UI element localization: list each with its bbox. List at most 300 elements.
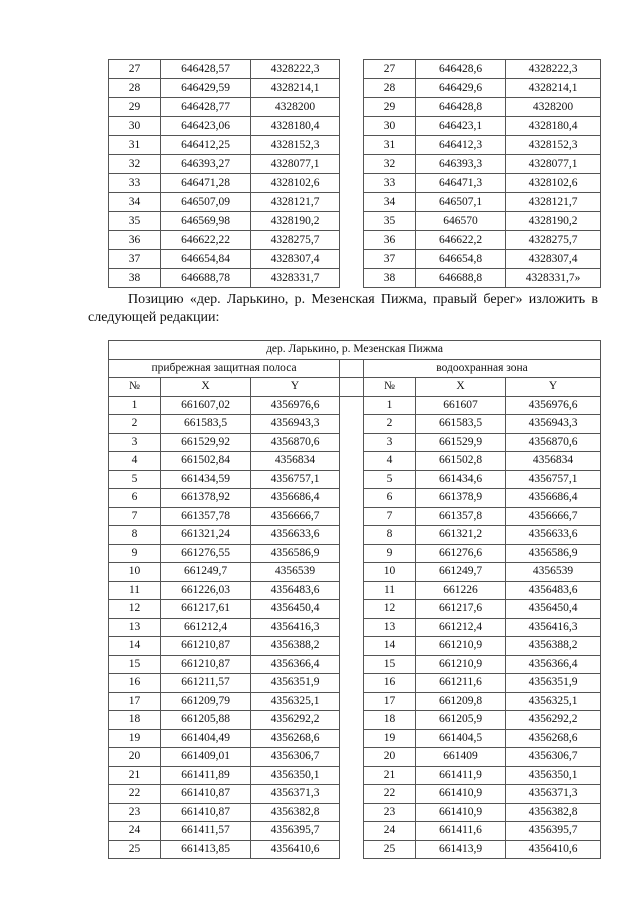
bottom-table-body [109, 396, 601, 859]
x-coordinate: 661210,9 [416, 655, 506, 674]
y-coordinate: 4356686,4 [251, 489, 340, 508]
column-gap [340, 544, 364, 563]
x-coordinate: 646471,3 [416, 174, 506, 193]
x-coordinate: 646428,57 [161, 60, 251, 79]
instruction-paragraph: Позицию «дер. Ларькино, р. Мезенская Пижма, правый берег» изложить в следующей редакции: [88, 292, 598, 325]
point-number: 33 [364, 174, 416, 193]
x-coordinate: 646622,2 [416, 231, 506, 250]
column-gap [340, 637, 364, 656]
point-number: 21 [364, 766, 416, 785]
point-number: 30 [364, 117, 416, 136]
table-row [109, 729, 601, 748]
point-number: 37 [364, 250, 416, 269]
x-coordinate: 661210,9 [416, 637, 506, 656]
y-coordinate: 4356371,3 [506, 785, 601, 804]
column-gap [340, 415, 364, 434]
point-number: 22 [109, 785, 161, 804]
point-number: 16 [364, 674, 416, 693]
y-coordinate: 4356388,2 [251, 637, 340, 656]
table-row [109, 637, 601, 656]
column-gap [340, 470, 364, 489]
point-number: 8 [109, 526, 161, 545]
x-coordinate: 661210,87 [161, 655, 251, 674]
point-number: 29 [364, 98, 416, 117]
y-coordinate: 4356416,3 [506, 618, 601, 637]
y-coordinate: 4356757,1 [506, 470, 601, 489]
y-coordinate: 4356371,3 [251, 785, 340, 804]
table-row [109, 507, 601, 526]
x-coordinate: 646622,22 [161, 231, 251, 250]
y-coordinate: 4356666,7 [251, 507, 340, 526]
table-row [109, 581, 601, 600]
x-coordinate: 661411,9 [416, 766, 506, 785]
point-number: 19 [364, 729, 416, 748]
x-coordinate: 661434,6 [416, 470, 506, 489]
y-coordinate: 4356395,7 [251, 822, 340, 841]
point-number: 18 [364, 711, 416, 730]
top-coordinates-table [108, 59, 601, 288]
y-coordinate: 4328102,6 [251, 174, 340, 193]
y-coordinate: 4356539 [251, 563, 340, 582]
column-gap [340, 581, 364, 600]
table-row [109, 117, 601, 136]
column-gap [340, 212, 364, 231]
column-gap [340, 79, 364, 98]
y-coordinate: 4356292,2 [251, 711, 340, 730]
column-gap [340, 785, 364, 804]
bottom-coordinates-table [108, 340, 601, 859]
table-row [109, 711, 601, 730]
x-coordinate: 661209,79 [161, 692, 251, 711]
point-number: 3 [364, 433, 416, 452]
column-gap [340, 396, 364, 415]
table-row [109, 433, 601, 452]
point-number: 1 [364, 396, 416, 415]
table-row [109, 155, 601, 174]
point-number: 4 [109, 452, 161, 471]
table-row [109, 452, 601, 471]
y-coordinate: 4328222,3 [251, 60, 340, 79]
table-row [109, 674, 601, 693]
point-number: 19 [109, 729, 161, 748]
y-coordinate: 4356870,6 [506, 433, 601, 452]
y-coordinate: 4356539 [506, 563, 601, 582]
x-coordinate: 646471,28 [161, 174, 251, 193]
point-number: 7 [364, 507, 416, 526]
y-coordinate: 4328275,7 [506, 231, 601, 250]
y-coordinate: 4328275,7 [251, 231, 340, 250]
table-row [109, 212, 601, 231]
y-coordinate: 4328077,1 [251, 155, 340, 174]
column-gap [340, 489, 364, 508]
point-number: 34 [109, 193, 161, 212]
table-row [109, 60, 601, 79]
x-coordinate: 661411,6 [416, 822, 506, 841]
y-coordinate: 4356483,6 [506, 581, 601, 600]
x-coordinate: 661357,78 [161, 507, 251, 526]
y-coordinate: 4356586,9 [506, 544, 601, 563]
y-coordinate: 4328307,4 [251, 250, 340, 269]
table-row [109, 489, 601, 508]
column-gap [340, 60, 364, 79]
table-row [109, 98, 601, 117]
column-header-number: № [109, 378, 161, 397]
x-coordinate: 661212,4 [416, 618, 506, 637]
y-coordinate: 4356268,6 [251, 729, 340, 748]
x-coordinate: 646570 [416, 212, 506, 231]
y-coordinate: 4328222,3 [506, 60, 601, 79]
column-header-x: X [416, 378, 506, 397]
x-coordinate: 646393,27 [161, 155, 251, 174]
y-coordinate: 4356410,6 [251, 840, 340, 859]
x-coordinate: 646423,1 [416, 117, 506, 136]
y-coordinate: 4328307,4 [506, 250, 601, 269]
table-row [109, 193, 601, 212]
point-number: 25 [109, 840, 161, 859]
point-number: 16 [109, 674, 161, 693]
x-coordinate: 661529,9 [416, 433, 506, 452]
point-number: 36 [364, 231, 416, 250]
point-number: 14 [109, 637, 161, 656]
point-number: 10 [364, 563, 416, 582]
y-coordinate: 4356306,7 [251, 748, 340, 767]
y-coordinate: 4356325,1 [251, 692, 340, 711]
y-coordinate: 4356382,8 [506, 803, 601, 822]
y-coordinate: 4328180,4 [506, 117, 601, 136]
y-coordinate: 4356633,6 [251, 526, 340, 545]
point-number: 15 [109, 655, 161, 674]
column-header-x: X [161, 378, 251, 397]
point-number: 2 [109, 415, 161, 434]
x-coordinate: 661413,9 [416, 840, 506, 859]
column-gap [340, 822, 364, 841]
point-number: 13 [109, 618, 161, 637]
table-title: дер. Ларькино, р. Мезенская Пижма [109, 341, 601, 360]
point-number: 22 [364, 785, 416, 804]
table-row [109, 563, 601, 582]
y-coordinate: 4356325,1 [506, 692, 601, 711]
column-gap [340, 766, 364, 785]
point-number: 32 [109, 155, 161, 174]
point-number: 35 [109, 212, 161, 231]
x-coordinate: 646412,25 [161, 136, 251, 155]
x-coordinate: 661409,01 [161, 748, 251, 767]
x-coordinate: 661529,92 [161, 433, 251, 452]
point-number: 38 [109, 269, 161, 288]
point-number: 28 [109, 79, 161, 98]
y-coordinate: 4356976,6 [506, 396, 601, 415]
x-coordinate: 646428,77 [161, 98, 251, 117]
column-gap [340, 359, 364, 378]
y-coordinate: 4328152,3 [506, 136, 601, 155]
x-coordinate: 646428,6 [416, 60, 506, 79]
table-row [109, 269, 601, 288]
y-coordinate: 4356366,4 [506, 655, 601, 674]
x-coordinate: 661411,57 [161, 822, 251, 841]
y-coordinate: 4356395,7 [506, 822, 601, 841]
column-gap [340, 433, 364, 452]
x-coordinate: 661321,2 [416, 526, 506, 545]
y-coordinate: 4328152,3 [251, 136, 340, 155]
x-coordinate: 646569,98 [161, 212, 251, 231]
point-number: 1 [109, 396, 161, 415]
column-gap [340, 507, 364, 526]
point-number: 9 [109, 544, 161, 563]
x-coordinate: 661583,5 [161, 415, 251, 434]
y-coordinate: 4328121,7 [506, 193, 601, 212]
y-coordinate: 4356450,4 [506, 600, 601, 619]
point-number: 5 [364, 470, 416, 489]
x-coordinate: 661209,8 [416, 692, 506, 711]
x-coordinate: 661378,9 [416, 489, 506, 508]
top-table-body [109, 60, 601, 288]
x-coordinate: 661211,57 [161, 674, 251, 693]
point-number: 9 [364, 544, 416, 563]
point-number: 10 [109, 563, 161, 582]
table-row [109, 79, 601, 98]
x-coordinate: 646688,8 [416, 269, 506, 288]
column-gap [340, 840, 364, 859]
point-number: 18 [109, 711, 161, 730]
point-number: 24 [109, 822, 161, 841]
column-gap [340, 748, 364, 767]
y-coordinate: 4356450,4 [251, 600, 340, 619]
y-coordinate: 4356686,4 [506, 489, 601, 508]
x-coordinate: 661205,88 [161, 711, 251, 730]
x-coordinate: 661249,7 [416, 563, 506, 582]
point-number: 4 [364, 452, 416, 471]
x-coordinate: 661211,6 [416, 674, 506, 693]
x-coordinate: 661410,9 [416, 785, 506, 804]
point-number: 31 [364, 136, 416, 155]
y-coordinate: 4328331,7» [506, 269, 601, 288]
column-gap [340, 136, 364, 155]
table-row [109, 415, 601, 434]
table-row [109, 822, 601, 841]
column-gap [340, 711, 364, 730]
column-gap [340, 655, 364, 674]
y-coordinate: 4328200 [506, 98, 601, 117]
column-gap [340, 729, 364, 748]
y-coordinate: 4356586,9 [251, 544, 340, 563]
x-coordinate: 661217,61 [161, 600, 251, 619]
x-coordinate: 661321,24 [161, 526, 251, 545]
table-row [109, 600, 601, 619]
section-header-right: водоохранная зона [364, 359, 601, 378]
point-number: 25 [364, 840, 416, 859]
x-coordinate: 661607,02 [161, 396, 251, 415]
x-coordinate: 661502,8 [416, 452, 506, 471]
y-coordinate: 4328214,1 [251, 79, 340, 98]
point-number: 23 [364, 803, 416, 822]
point-number: 21 [109, 766, 161, 785]
table-row [109, 526, 601, 545]
point-number: 34 [364, 193, 416, 212]
point-number: 38 [364, 269, 416, 288]
point-number: 29 [109, 98, 161, 117]
point-number: 11 [109, 581, 161, 600]
point-number: 5 [109, 470, 161, 489]
x-coordinate: 646412,3 [416, 136, 506, 155]
point-number: 24 [364, 822, 416, 841]
x-coordinate: 661409 [416, 748, 506, 767]
column-gap [340, 452, 364, 471]
point-number: 27 [109, 60, 161, 79]
table-row [109, 785, 601, 804]
y-coordinate: 4356757,1 [251, 470, 340, 489]
x-coordinate: 646688,78 [161, 269, 251, 288]
y-coordinate: 4356943,3 [251, 415, 340, 434]
point-number: 13 [364, 618, 416, 637]
y-coordinate: 4356292,2 [506, 711, 601, 730]
column-gap [340, 155, 364, 174]
y-coordinate: 4328190,2 [251, 212, 340, 231]
point-number: 36 [109, 231, 161, 250]
table-row [109, 618, 601, 637]
x-coordinate: 661404,49 [161, 729, 251, 748]
x-coordinate: 646507,1 [416, 193, 506, 212]
y-coordinate: 4356351,9 [251, 674, 340, 693]
y-coordinate: 4356351,9 [506, 674, 601, 693]
column-gap [340, 600, 364, 619]
point-number: 14 [364, 637, 416, 656]
point-number: 11 [364, 581, 416, 600]
point-number: 28 [364, 79, 416, 98]
table-row [109, 766, 601, 785]
x-coordinate: 661607 [416, 396, 506, 415]
point-number: 35 [364, 212, 416, 231]
x-coordinate: 661276,6 [416, 544, 506, 563]
x-coordinate: 661226,03 [161, 581, 251, 600]
column-gap [340, 98, 364, 117]
table-row [109, 136, 601, 155]
x-coordinate: 661583,5 [416, 415, 506, 434]
x-coordinate: 661357,8 [416, 507, 506, 526]
column-gap [340, 174, 364, 193]
y-coordinate: 4356416,3 [251, 618, 340, 637]
x-coordinate: 661226 [416, 581, 506, 600]
y-coordinate: 4356350,1 [506, 766, 601, 785]
column-gap [340, 231, 364, 250]
x-coordinate: 661249,7 [161, 563, 251, 582]
x-coordinate: 661217,6 [416, 600, 506, 619]
y-coordinate: 4356366,4 [251, 655, 340, 674]
y-coordinate: 4356306,7 [506, 748, 601, 767]
x-coordinate: 646429,59 [161, 79, 251, 98]
x-coordinate: 646429,6 [416, 79, 506, 98]
y-coordinate: 4356382,8 [251, 803, 340, 822]
point-number: 31 [109, 136, 161, 155]
column-gap [340, 563, 364, 582]
y-coordinate: 4328331,7 [251, 269, 340, 288]
point-number: 20 [109, 748, 161, 767]
point-number: 33 [109, 174, 161, 193]
table-row [109, 250, 601, 269]
point-number: 6 [109, 489, 161, 508]
y-coordinate: 4356943,3 [506, 415, 601, 434]
y-coordinate: 4328180,4 [251, 117, 340, 136]
y-coordinate: 4356410,6 [506, 840, 601, 859]
point-number: 6 [364, 489, 416, 508]
x-coordinate: 661410,87 [161, 803, 251, 822]
y-coordinate: 4356666,7 [506, 507, 601, 526]
column-gap [340, 618, 364, 637]
point-number: 12 [364, 600, 416, 619]
y-coordinate: 4328121,7 [251, 193, 340, 212]
x-coordinate: 661410,9 [416, 803, 506, 822]
table-row [109, 840, 601, 859]
column-gap [340, 526, 364, 545]
point-number: 12 [109, 600, 161, 619]
column-gap [340, 803, 364, 822]
x-coordinate: 661411,89 [161, 766, 251, 785]
point-number: 37 [109, 250, 161, 269]
point-number: 32 [364, 155, 416, 174]
x-coordinate: 646654,84 [161, 250, 251, 269]
x-coordinate: 646507,09 [161, 193, 251, 212]
point-number: 30 [109, 117, 161, 136]
y-coordinate: 4356483,6 [251, 581, 340, 600]
y-coordinate: 4356834 [506, 452, 601, 471]
table-row [109, 544, 601, 563]
column-gap [340, 674, 364, 693]
point-number: 15 [364, 655, 416, 674]
point-number: 17 [109, 692, 161, 711]
x-coordinate: 646428,8 [416, 98, 506, 117]
x-coordinate: 661404,5 [416, 729, 506, 748]
x-coordinate: 661378,92 [161, 489, 251, 508]
x-coordinate: 661410,87 [161, 785, 251, 804]
table-row [109, 803, 601, 822]
x-coordinate: 661205,9 [416, 711, 506, 730]
table-row [109, 231, 601, 250]
x-coordinate: 661276,55 [161, 544, 251, 563]
y-coordinate: 4356388,2 [506, 637, 601, 656]
column-gap [340, 193, 364, 212]
table-row [109, 748, 601, 767]
table-row [109, 692, 601, 711]
x-coordinate: 646393,3 [416, 155, 506, 174]
y-coordinate: 4356268,6 [506, 729, 601, 748]
table-row [109, 470, 601, 489]
section-header-left: прибрежная защитная полоса [109, 359, 340, 378]
column-gap [340, 692, 364, 711]
table-row [109, 655, 601, 674]
point-number: 20 [364, 748, 416, 767]
point-number: 7 [109, 507, 161, 526]
x-coordinate: 661210,87 [161, 637, 251, 656]
y-coordinate: 4328077,1 [506, 155, 601, 174]
y-coordinate: 4356350,1 [251, 766, 340, 785]
column-header-number: № [364, 378, 416, 397]
y-coordinate: 4356633,6 [506, 526, 601, 545]
x-coordinate: 661413,85 [161, 840, 251, 859]
y-coordinate: 4356976,6 [251, 396, 340, 415]
y-coordinate: 4328190,2 [506, 212, 601, 231]
point-number: 3 [109, 433, 161, 452]
y-coordinate: 4328214,1 [506, 79, 601, 98]
x-coordinate: 646654,8 [416, 250, 506, 269]
point-number: 8 [364, 526, 416, 545]
column-header-y: Y [506, 378, 601, 397]
x-coordinate: 661212,4 [161, 618, 251, 637]
y-coordinate: 4328102,6 [506, 174, 601, 193]
column-gap [340, 250, 364, 269]
column-gap [340, 269, 364, 288]
x-coordinate: 661434,59 [161, 470, 251, 489]
table-row [109, 396, 601, 415]
table-row [109, 174, 601, 193]
